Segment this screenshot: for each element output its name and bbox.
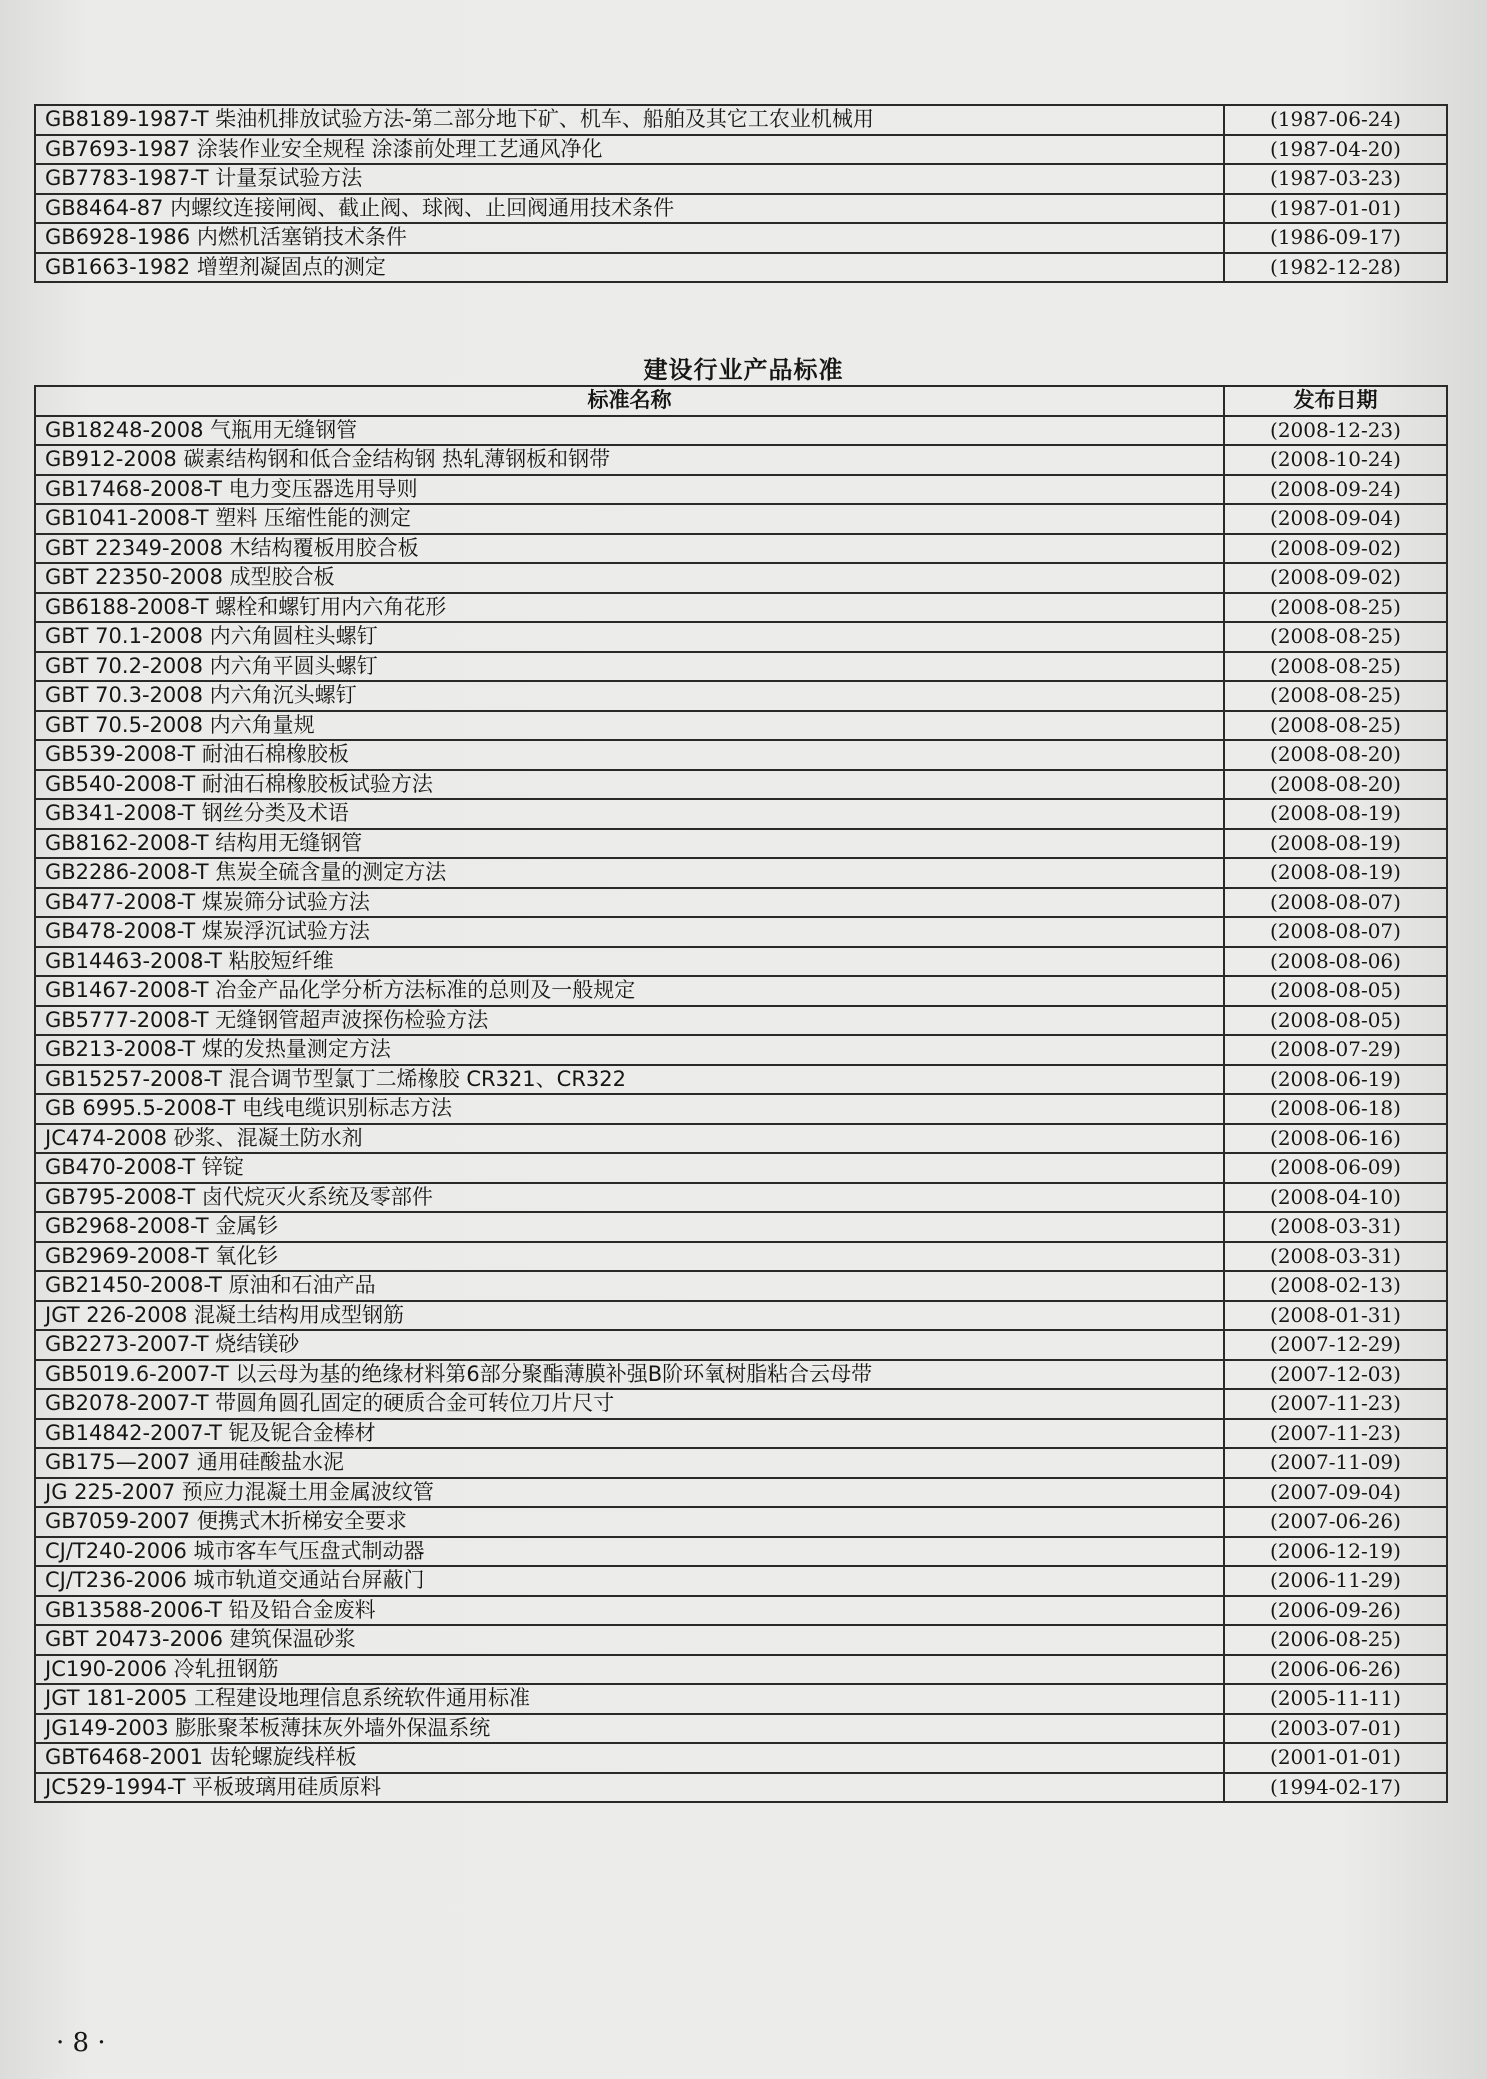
standard-name: JC190-2006 冷轧扭钢筋 (35, 1655, 1224, 1685)
standard-name: GB21450-2008-T 原油和石油产品 (35, 1271, 1224, 1301)
table-row (35, 563, 1447, 593)
standard-name: GB2969-2008-T 氧化钐 (35, 1242, 1224, 1272)
standard-name: GB539-2008-T 耐油石棉橡胶板 (35, 740, 1224, 770)
release-date: (2006-11-29) (1224, 1566, 1447, 1596)
release-date: (2008-08-20) (1224, 740, 1447, 770)
table-row (35, 135, 1447, 165)
standard-name: GB470-2008-T 锌锭 (35, 1153, 1224, 1183)
release-date: (2008-08-05) (1224, 976, 1447, 1006)
table-row (35, 1743, 1447, 1773)
table-row (35, 740, 1447, 770)
standard-name: GB478-2008-T 煤炭浮沉试验方法 (35, 917, 1224, 947)
release-date: (2007-11-23) (1224, 1419, 1447, 1449)
column-header-standard-name: 标准名称 (35, 386, 1224, 416)
standard-name: GB 6995.5-2008-T 电线电缆识别标志方法 (35, 1094, 1224, 1124)
standard-name: GB912-2008 碳素结构钢和低合金结构钢 热轧薄钢板和钢带 (35, 445, 1224, 475)
release-date: (2008-06-09) (1224, 1153, 1447, 1183)
release-date: (1994-02-17) (1224, 1773, 1447, 1803)
release-date: (2008-09-24) (1224, 475, 1447, 505)
standard-name: GB2273-2007-T 烧结镁砂 (35, 1330, 1224, 1360)
standard-name: GB7059-2007 便携式木折梯安全要求 (35, 1507, 1224, 1537)
release-date: (2005-11-11) (1224, 1684, 1447, 1714)
release-date: (2008-08-06) (1224, 947, 1447, 977)
release-date: (1987-06-24) (1224, 105, 1447, 135)
table-row (35, 976, 1447, 1006)
standard-name: GB540-2008-T 耐油石棉橡胶板试验方法 (35, 770, 1224, 800)
table-row (35, 223, 1447, 253)
standard-name: GB8162-2008-T 结构用无缝钢管 (35, 829, 1224, 859)
standard-name: GB18248-2008 气瓶用无缝钢管 (35, 416, 1224, 446)
previous-standards-table (34, 104, 1448, 283)
release-date: (2008-01-31) (1224, 1301, 1447, 1331)
table-row (35, 504, 1447, 534)
release-date: (2007-11-23) (1224, 1389, 1447, 1419)
table-row (35, 1330, 1447, 1360)
table-row (35, 164, 1447, 194)
release-date: (2008-06-18) (1224, 1094, 1447, 1124)
table-row (35, 799, 1447, 829)
table-row (35, 858, 1447, 888)
section-title: 建设行业产品标准 (643, 356, 844, 384)
table-row (35, 1094, 1447, 1124)
standard-name: GB2078-2007-T 带圆角圆孔固定的硬质合金可转位刀片尺寸 (35, 1389, 1224, 1419)
table-row (35, 1684, 1447, 1714)
table-row (35, 1183, 1447, 1213)
table-row (35, 1124, 1447, 1154)
table-row (35, 888, 1447, 918)
release-date: (2008-07-29) (1224, 1035, 1447, 1065)
standard-name: GB8464-87 内螺纹连接闸阀、截止阀、球阀、止回阀通用技术条件 (35, 194, 1224, 224)
table-row (35, 1301, 1447, 1331)
table-row (35, 534, 1447, 564)
standard-name: GB7783-1987-T 计量泵试验方法 (35, 164, 1224, 194)
release-date: (2008-08-07) (1224, 917, 1447, 947)
release-date: (2008-08-25) (1224, 593, 1447, 623)
standard-name: GBT 70.2-2008 内六角平圆头螺钉 (35, 652, 1224, 682)
table-row (35, 1448, 1447, 1478)
release-date: (2006-12-19) (1224, 1537, 1447, 1567)
release-date: (2008-08-05) (1224, 1006, 1447, 1036)
table-row (35, 593, 1447, 623)
table-row (35, 475, 1447, 505)
release-date: (2006-06-26) (1224, 1655, 1447, 1685)
table-row (35, 681, 1447, 711)
release-date: (2008-08-25) (1224, 711, 1447, 741)
table-row (35, 1419, 1447, 1449)
standard-name: JG149-2003 膨胀聚苯板薄抹灰外墙外保温系统 (35, 1714, 1224, 1744)
standard-name: GB13588-2006-T 铅及铅合金废料 (35, 1596, 1224, 1626)
standard-name: GB5777-2008-T 无缝钢管超声波探伤检验方法 (35, 1006, 1224, 1036)
release-date: (2008-08-19) (1224, 799, 1447, 829)
standard-name: GB5019.6-2007-T 以云母为基的绝缘材料第6部分聚酯薄膜补强B阶环氧树脂粘合云母带 (35, 1360, 1224, 1390)
release-date: (2008-08-19) (1224, 858, 1447, 888)
table-row (35, 1360, 1447, 1390)
standard-name: GBT 70.1-2008 内六角圆柱头螺钉 (35, 622, 1224, 652)
table-row (35, 1006, 1447, 1036)
table-row (35, 105, 1447, 135)
standard-name: GB2968-2008-T 金属钐 (35, 1212, 1224, 1242)
standard-name: GB14463-2008-T 粘胶短纤维 (35, 947, 1224, 977)
table-row (35, 1035, 1447, 1065)
release-date: (2008-09-02) (1224, 534, 1447, 564)
standard-name: GB477-2008-T 煤炭筛分试验方法 (35, 888, 1224, 918)
standard-name: JGT 181-2005 工程建设地理信息系统软件通用标准 (35, 1684, 1224, 1714)
standard-name: GBT 70.5-2008 内六角量规 (35, 711, 1224, 741)
standard-name: GB213-2008-T 煤的发热量测定方法 (35, 1035, 1224, 1065)
release-date: (2008-09-02) (1224, 563, 1447, 593)
standard-name: GB6928-1986 内燃机活塞销技术条件 (35, 223, 1224, 253)
table-row (35, 1212, 1447, 1242)
table-row (35, 416, 1447, 446)
release-date: (2007-11-09) (1224, 1448, 1447, 1478)
release-date: (2008-08-25) (1224, 622, 1447, 652)
standard-name: GB7693-1987 涂装作业安全规程 涂漆前处理工艺通风净化 (35, 135, 1224, 165)
standard-name: GB14842-2007-T 铌及铌合金棒材 (35, 1419, 1224, 1449)
release-date: (2007-12-03) (1224, 1360, 1447, 1390)
table-row (35, 1566, 1447, 1596)
table-row (35, 652, 1447, 682)
release-date: (2008-12-23) (1224, 416, 1447, 446)
table-row (35, 917, 1447, 947)
table-header-row (35, 386, 1447, 416)
release-date: (2008-06-16) (1224, 1124, 1447, 1154)
release-date: (1987-04-20) (1224, 135, 1447, 165)
standard-name: GB2286-2008-T 焦炭全硫含量的测定方法 (35, 858, 1224, 888)
table-row (35, 1153, 1447, 1183)
release-date: (2008-09-04) (1224, 504, 1447, 534)
release-date: (1987-03-23) (1224, 164, 1447, 194)
standard-name: GBT 22349-2008 木结构覆板用胶合板 (35, 534, 1224, 564)
standard-name: GB8189-1987-T 柴油机排放试验方法-第二部分地下矿、机车、船舶及其它工农业机械用 (35, 105, 1224, 135)
standard-name: GB15257-2008-T 混合调节型氯丁二烯橡胶 CR321、CR322 (35, 1065, 1224, 1095)
standard-name: GB17468-2008-T 电力变压器选用导则 (35, 475, 1224, 505)
standard-name: GB1041-2008-T 塑料 压缩性能的测定 (35, 504, 1224, 534)
release-date: (2008-02-13) (1224, 1271, 1447, 1301)
release-date: (2008-03-31) (1224, 1242, 1447, 1272)
release-date: (2008-06-19) (1224, 1065, 1447, 1095)
release-date: (2007-06-26) (1224, 1507, 1447, 1537)
release-date: (2003-07-01) (1224, 1714, 1447, 1744)
standard-name: GB175—2007 通用硅酸盐水泥 (35, 1448, 1224, 1478)
release-date: (2007-12-29) (1224, 1330, 1447, 1360)
page-number: · 8 · (56, 2028, 106, 2058)
release-date: (2008-08-25) (1224, 681, 1447, 711)
table-row (35, 711, 1447, 741)
release-date: (2006-08-25) (1224, 1625, 1447, 1655)
standard-name: CJ/T236-2006 城市轨道交通站台屏蔽门 (35, 1566, 1224, 1596)
table-row (35, 1714, 1447, 1744)
table-row (35, 1242, 1447, 1272)
release-date: (2008-04-10) (1224, 1183, 1447, 1213)
table-row (35, 1773, 1447, 1803)
table-row (35, 194, 1447, 224)
release-date: (2008-10-24) (1224, 445, 1447, 475)
standard-name: JG 225-2007 预应力混凝土用金属波纹管 (35, 1478, 1224, 1508)
table-row (35, 1596, 1447, 1626)
standard-name: GB6188-2008-T 螺栓和螺钉用内六角花形 (35, 593, 1224, 623)
standard-name: GB1467-2008-T 冶金产品化学分析方法标准的总则及一般规定 (35, 976, 1224, 1006)
release-date: (2008-08-07) (1224, 888, 1447, 918)
table-row (35, 1389, 1447, 1419)
table-row (35, 947, 1447, 977)
table-row (35, 1537, 1447, 1567)
standard-name: GBT 22350-2008 成型胶合板 (35, 563, 1224, 593)
release-date: (2007-09-04) (1224, 1478, 1447, 1508)
release-date: (2008-08-20) (1224, 770, 1447, 800)
table-row (35, 1271, 1447, 1301)
release-date: (1986-09-17) (1224, 223, 1447, 253)
table-row (35, 253, 1447, 283)
release-date: (2008-08-25) (1224, 652, 1447, 682)
table-row (35, 770, 1447, 800)
standard-name: GB1663-1982 增塑剂凝固点的测定 (35, 253, 1224, 283)
construction-product-standards-table (34, 385, 1448, 1803)
table-row (35, 829, 1447, 859)
release-date: (2008-03-31) (1224, 1212, 1447, 1242)
table-row (35, 622, 1447, 652)
table-row (35, 1065, 1447, 1095)
release-date: (2008-08-19) (1224, 829, 1447, 859)
table-row (35, 1655, 1447, 1685)
standard-name: GBT 70.3-2008 内六角沉头螺钉 (35, 681, 1224, 711)
standard-name: GB795-2008-T 卤代烷灭火系统及零部件 (35, 1183, 1224, 1213)
standard-name: CJ/T240-2006 城市客车气压盘式制动器 (35, 1537, 1224, 1567)
release-date: (2001-01-01) (1224, 1743, 1447, 1773)
standard-name: GB341-2008-T 钢丝分类及术语 (35, 799, 1224, 829)
standard-name: JGT 226-2008 混凝土结构用成型钢筋 (35, 1301, 1224, 1331)
standard-name: JC529-1994-T 平板玻璃用硅质原料 (35, 1773, 1224, 1803)
table-row (35, 445, 1447, 475)
column-header-release-date: 发布日期 (1224, 386, 1447, 416)
release-date: (1987-01-01) (1224, 194, 1447, 224)
table-row (35, 1507, 1447, 1537)
standard-name: GBT 20473-2006 建筑保温砂浆 (35, 1625, 1224, 1655)
release-date: (2006-09-26) (1224, 1596, 1447, 1626)
table-row (35, 1625, 1447, 1655)
release-date: (1982-12-28) (1224, 253, 1447, 283)
standard-name: JC474-2008 砂浆、混凝土防水剂 (35, 1124, 1224, 1154)
standard-name: GBT6468-2001 齿轮螺旋线样板 (35, 1743, 1224, 1773)
table-row (35, 1478, 1447, 1508)
